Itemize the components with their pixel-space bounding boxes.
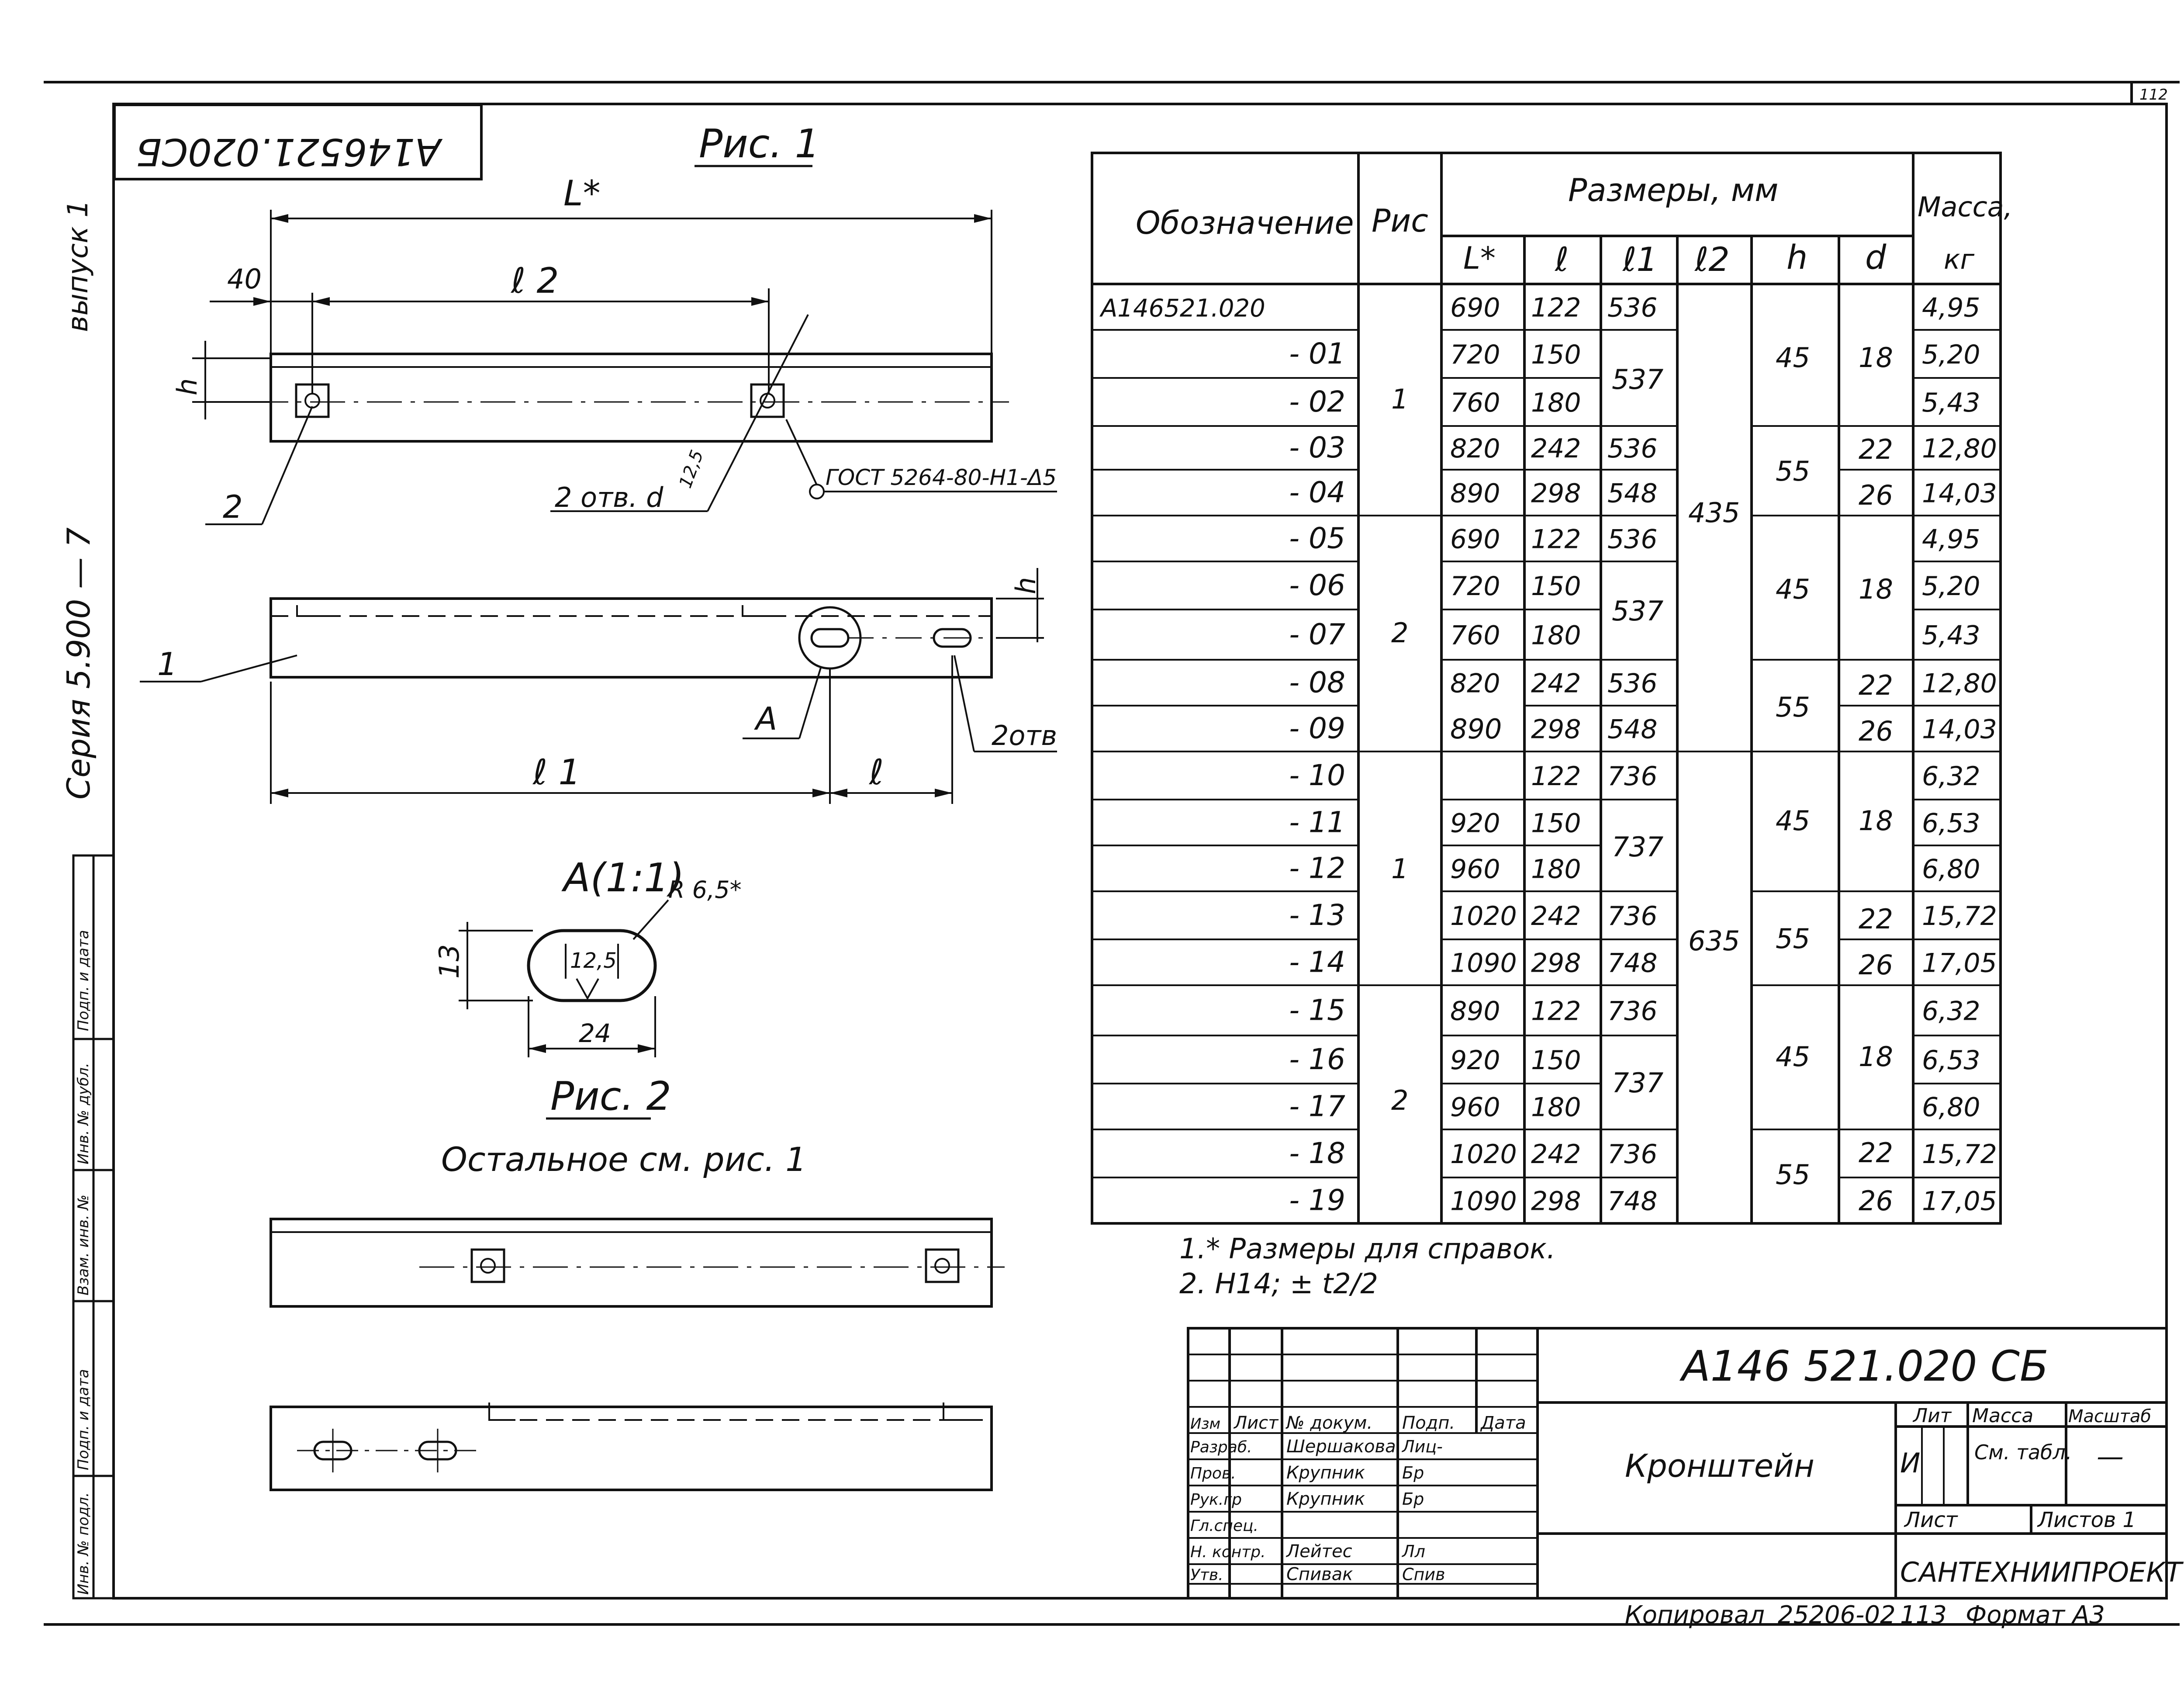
cell-l-15: 122	[1531, 996, 1581, 1027]
detail-A-label: А	[756, 700, 778, 737]
cell-l-4: 298	[1531, 478, 1581, 509]
merged-d-26a: 26	[1859, 479, 1893, 511]
merged-l1-537a: 537	[1612, 364, 1664, 395]
cell-l-8: 242	[1531, 668, 1581, 699]
cell-L-2: 760	[1450, 388, 1500, 418]
cell-des-17: - 17	[1289, 1089, 1345, 1123]
cell-m-2: 5,43	[1922, 388, 1980, 418]
cell-L-11: 920	[1450, 808, 1500, 839]
doc-code-stamp	[114, 105, 481, 179]
cell-l-12: 180	[1531, 854, 1581, 885]
cell-l-10: 122	[1531, 761, 1581, 792]
cell-l1-0: 536	[1607, 292, 1658, 323]
cell-des-1: - 01	[1289, 337, 1345, 371]
cell-l-11: 150	[1531, 808, 1581, 839]
cell-l1-3: 536	[1607, 433, 1658, 464]
cell-l-0: 122	[1531, 292, 1581, 323]
cell-L-18: 1020	[1450, 1139, 1517, 1170]
dim-L: L*	[563, 173, 601, 214]
merged-fig-2a: 2	[1391, 617, 1409, 649]
cell-m-3: 12,80	[1922, 433, 1997, 464]
margin-cell-5: Инв. № подл.	[75, 1492, 92, 1595]
cell-l1-4: 548	[1607, 478, 1658, 509]
merged-d-26c: 26	[1859, 949, 1893, 981]
cell-m-17: 6,80	[1922, 1092, 1980, 1123]
figure-2	[271, 1074, 1005, 1490]
cell-l-17: 180	[1531, 1092, 1581, 1123]
dim-l1: ℓ 1	[533, 752, 581, 793]
cell-m-19: 17,05	[1922, 1186, 1997, 1217]
cell-m-16: 6,53	[1922, 1045, 1980, 1076]
tb-scale-value: —	[2097, 1441, 2124, 1472]
cell-des-9: - 09	[1289, 711, 1345, 745]
staff-role-2: Рук.гр	[1190, 1491, 1242, 1509]
cell-L-13: 1020	[1450, 901, 1517, 932]
tb-sheets-label: Листов 1	[2038, 1508, 2136, 1532]
cell-des-6: - 06	[1289, 568, 1345, 602]
cell-L-16: 920	[1450, 1045, 1500, 1076]
merged-h-45b: 45	[1776, 573, 1810, 605]
margin-issue: выпуск 1	[62, 200, 94, 332]
tb-scale-label: Масштаб	[2068, 1406, 2152, 1427]
staff-name-1: Крупник	[1286, 1463, 1365, 1483]
cell-des-11: - 11	[1289, 805, 1345, 839]
th-L: L*	[1463, 240, 1496, 276]
cell-L-12: 960	[1450, 854, 1500, 885]
staff-name-4: Лейтес	[1286, 1541, 1352, 1562]
tb-mass-label: Масса	[1972, 1405, 2034, 1427]
callout-1: 1	[157, 646, 177, 682]
cell-m-10: 6,32	[1922, 761, 1980, 792]
cell-des-15: - 15	[1289, 993, 1345, 1027]
merged-d-18a: 18	[1859, 342, 1893, 374]
staff-role-1: Пров.	[1190, 1465, 1236, 1482]
detail-radius: R 6,5*	[668, 876, 742, 904]
dim-h-1: h	[171, 378, 203, 395]
cell-L-17: 960	[1450, 1092, 1500, 1123]
staff-sig-0: Лиц-	[1402, 1437, 1443, 1456]
fig1-title: Рис. 1	[699, 121, 820, 167]
sheet-number: 112	[2139, 86, 2168, 104]
tb-lit-value: И	[1900, 1447, 1921, 1479]
th-fig: Рис	[1372, 202, 1428, 239]
cell-des-18: - 18	[1289, 1136, 1345, 1170]
cell-l-7: 180	[1531, 620, 1581, 651]
detail-13: 13	[433, 944, 465, 979]
table-body	[1099, 293, 1997, 1217]
cell-L-15: 890	[1450, 996, 1500, 1027]
cell-l1-19: 748	[1607, 1186, 1658, 1217]
tb-col-doc: № докум.	[1286, 1413, 1373, 1433]
merged-d-26d: 26	[1859, 1185, 1893, 1217]
merged-d-22b: 22	[1859, 669, 1893, 701]
cell-des-12: - 12	[1289, 851, 1345, 885]
note-2: 2. Н14; ± t2/2	[1179, 1268, 1378, 1300]
cell-l1-9: 548	[1607, 714, 1658, 745]
staff-sig-5: Спив	[1402, 1565, 1445, 1584]
cell-l-13: 242	[1531, 901, 1581, 932]
cell-l-19: 298	[1531, 1186, 1581, 1217]
tb-mass-value: См. табл.	[1974, 1441, 2072, 1464]
notes	[1179, 1233, 1555, 1300]
footer-copied: Копировал	[1625, 1601, 1765, 1629]
cell-m-1: 5,20	[1922, 339, 1980, 370]
cell-l1-8: 536	[1607, 668, 1658, 699]
merged-L-890: 890	[1450, 713, 1502, 745]
cell-L-14: 1090	[1450, 948, 1517, 979]
margin-cell-2: Инв. № дубл.	[75, 1063, 92, 1164]
tb-org: САНТЕХНИИПРОЕКТ	[1900, 1556, 2182, 1588]
title-block	[1188, 1328, 2184, 1598]
tb-col-list: Лист	[1234, 1413, 1279, 1433]
callout-2: 2	[223, 488, 243, 525]
detail-A	[433, 855, 742, 1057]
staff-role-3: Гл.спец.	[1190, 1517, 1258, 1535]
margin-cell-4: Подп. и дата	[75, 1369, 92, 1470]
dim-40: 40	[227, 263, 262, 295]
margin-cell-3: Взам. инв. №	[75, 1195, 92, 1295]
cell-des-16: - 16	[1289, 1042, 1345, 1076]
cell-l1-18: 736	[1607, 1139, 1658, 1170]
cell-m-9: 14,03	[1922, 714, 1997, 745]
cell-L-6: 720	[1450, 571, 1500, 602]
cell-des-3: - 03	[1289, 431, 1345, 464]
merged-h-45c: 45	[1776, 805, 1810, 837]
cell-L-5: 690	[1450, 524, 1500, 555]
cell-l-14: 298	[1531, 948, 1581, 979]
cell-L-7: 760	[1450, 620, 1500, 651]
cell-des-13: - 13	[1289, 898, 1345, 932]
footer-num2: 113	[1900, 1601, 1947, 1629]
cell-l-9: 298	[1531, 714, 1581, 745]
cell-des-2: - 02	[1289, 385, 1345, 419]
cell-L-4: 890	[1450, 478, 1500, 509]
merged-l1-737b: 737	[1612, 1067, 1664, 1099]
merged-h-55a: 55	[1776, 455, 1810, 487]
note-1: 1.* Размеры для справок.	[1179, 1233, 1556, 1265]
merged-d-22c: 22	[1859, 903, 1893, 935]
cell-m-6: 5,20	[1922, 571, 1980, 602]
cell-m-18: 15,72	[1922, 1139, 1997, 1170]
cell-m-15: 6,32	[1922, 996, 1980, 1027]
margin-series: Серия 5.900 — 7	[60, 527, 97, 800]
tb-lit-label: Лит	[1913, 1405, 1952, 1427]
cell-m-12: 6,80	[1922, 854, 1980, 885]
cell-l-18: 242	[1531, 1139, 1581, 1170]
tb-sheet-label: Лист	[1904, 1508, 1958, 1532]
dim-12-5-top: 12,5	[675, 447, 708, 491]
cell-m-5: 4,95	[1922, 524, 1980, 555]
detail-24: 24	[579, 1018, 611, 1048]
figure-1	[140, 121, 1057, 804]
footer-format: Формат А3	[1966, 1601, 2105, 1629]
merged-h-45d: 45	[1776, 1041, 1810, 1073]
cell-m-14: 17,05	[1922, 948, 1997, 979]
doc-code-stamp-text: А146521.020СБ	[136, 130, 441, 173]
cell-m-11: 6,53	[1922, 808, 1980, 839]
cell-L-19: 1090	[1450, 1186, 1517, 1217]
th-l1: ℓ1	[1623, 240, 1658, 279]
merged-fig-2b: 2	[1391, 1084, 1409, 1116]
cell-l-6: 150	[1531, 571, 1581, 602]
footer	[1625, 1601, 2105, 1629]
cell-l-1: 150	[1531, 339, 1581, 370]
th-mass: Масса,	[1918, 191, 2013, 223]
dim-l: ℓ	[869, 752, 884, 793]
merged-h-55c: 55	[1776, 923, 1810, 955]
cell-des-4: - 04	[1289, 475, 1345, 509]
cell-m-0: 4,95	[1922, 292, 1980, 323]
th-sizes: Размеры, мм	[1568, 172, 1779, 208]
cell-m-4: 14,03	[1922, 478, 1997, 509]
cell-l1-13: 736	[1607, 901, 1658, 932]
staff-name-5: Спивак	[1286, 1564, 1353, 1585]
fig2-title: Рис. 2	[550, 1074, 671, 1119]
dim-h-2: h	[1010, 577, 1042, 594]
detail-12-5: 12,5	[570, 949, 617, 973]
cell-des-14: - 14	[1289, 945, 1345, 979]
cell-l1-10: 736	[1607, 761, 1658, 792]
fig2-note: Остальное см. рис. 1	[441, 1140, 807, 1179]
spec-table	[1092, 153, 2012, 1223]
staff-name-0: Шершакова	[1286, 1437, 1396, 1457]
margin-strip	[60, 200, 114, 1598]
merged-h-55d: 55	[1776, 1159, 1810, 1191]
th-l2: ℓ2	[1695, 240, 1730, 279]
footer-num1: 25206-02	[1778, 1601, 1896, 1629]
cell-des-0: А146521.020	[1101, 294, 1265, 323]
cell-l1-5: 536	[1607, 524, 1658, 555]
merged-h-55b: 55	[1776, 691, 1810, 723]
cell-L-3: 820	[1450, 433, 1500, 464]
cell-m-8: 12,80	[1922, 668, 1997, 699]
cell-des-8: - 08	[1289, 665, 1345, 700]
merged-d-18c: 18	[1859, 805, 1893, 837]
merged-d-22d: 22	[1859, 1137, 1893, 1169]
merged-d-22a: 22	[1859, 433, 1893, 465]
cell-l1-14: 748	[1607, 948, 1658, 979]
cell-des-19: - 19	[1289, 1183, 1345, 1217]
th-d: d	[1865, 238, 1887, 277]
merged-l1-537b: 537	[1612, 595, 1664, 627]
cell-m-7: 5,43	[1922, 620, 1980, 651]
staff-name-2: Крупник	[1286, 1489, 1365, 1509]
staff-role-4: Н. контр.	[1190, 1543, 1266, 1561]
tb-col-date: Дата	[1481, 1413, 1526, 1433]
cell-L-8: 820	[1450, 668, 1500, 699]
merged-l2-635: 635	[1688, 925, 1740, 957]
holes-label: 2 отв. d	[555, 481, 663, 513]
staff-sig-1: Бр	[1402, 1463, 1424, 1482]
th-mass-unit: кг	[1944, 243, 1975, 275]
th-h: h	[1787, 238, 1808, 277]
dim-l2: ℓ 2	[511, 260, 559, 301]
merged-fig-1a: 1	[1391, 383, 1409, 415]
th-designation: Обозначение	[1136, 204, 1354, 241]
merged-l2-435: 435	[1688, 497, 1740, 529]
weld-note: ГОСТ 5264-80-Н1-Δ5	[826, 465, 1057, 490]
cell-des-5: - 05	[1289, 521, 1345, 555]
cell-l-2: 180	[1531, 388, 1581, 418]
staff-sig-4: Лл	[1402, 1542, 1425, 1561]
th-l: ℓ	[1555, 240, 1569, 279]
detail-title: А(1:1)	[563, 855, 684, 901]
margin-cell-1: Подп. и дата	[75, 930, 92, 1031]
holes-2-label: 2отв	[992, 720, 1057, 751]
cell-des-10: - 10	[1289, 758, 1345, 792]
tb-col-sign: Подп.	[1402, 1413, 1455, 1433]
tb-code: А146 521.020 СБ	[1682, 1342, 2049, 1391]
merged-d-26b: 26	[1859, 715, 1893, 747]
tb-col-izm: Изм	[1190, 1415, 1221, 1433]
staff-role-5: Утв.	[1190, 1566, 1223, 1584]
cell-l1-15: 736	[1607, 996, 1658, 1027]
cell-L-0: 690	[1450, 292, 1500, 323]
merged-d-18b: 18	[1859, 573, 1893, 605]
cell-des-7: - 07	[1289, 617, 1345, 651]
cell-l-3: 242	[1531, 433, 1581, 464]
cell-m-13: 15,72	[1922, 901, 1997, 932]
merged-l1-737a: 737	[1612, 831, 1664, 863]
merged-d-18d: 18	[1859, 1041, 1893, 1073]
cell-l-5: 122	[1531, 524, 1581, 555]
merged-fig-1b: 1	[1391, 853, 1409, 885]
cell-L-1: 720	[1450, 339, 1500, 370]
cell-l-16: 150	[1531, 1045, 1581, 1076]
tb-name: Кронштейн	[1625, 1448, 1814, 1484]
staff-sig-2: Бр	[1402, 1489, 1424, 1509]
merged-h-45a: 45	[1776, 342, 1810, 374]
staff-role-0: Разраб.	[1190, 1438, 1252, 1456]
